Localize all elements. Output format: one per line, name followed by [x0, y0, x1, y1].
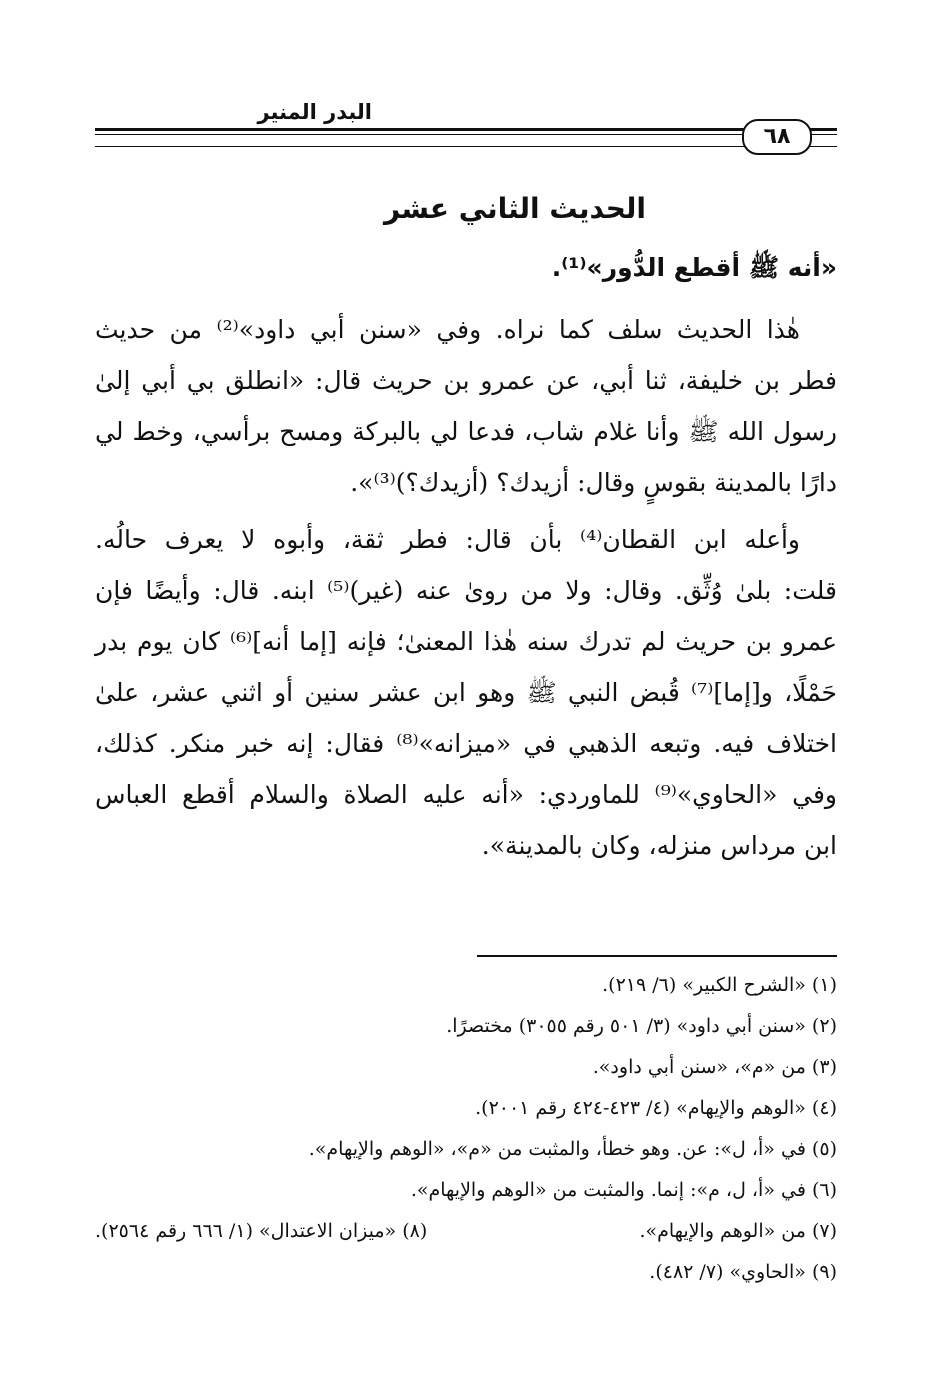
paragraph-line: ابن مرداس منزله، وكان بالمدينة».	[481, 831, 837, 860]
paragraph-line: هٰذا الحديث سلف كما نراه. وفي «سنن أبي داود»⁽²⁾ من حديث	[95, 315, 800, 344]
footnote-1: (١) «الشرح الكبير» (٦/ ٢١٩).	[602, 974, 837, 996]
hadith-text: «أنه ﷺ أقطع الدُّور»⁽¹⁾.	[551, 253, 837, 282]
paragraph-line: وأعله ابن القطان⁽⁴⁾ بأن قال: فطر ثقة، وأبوه لا يعرف حالُه.	[95, 525, 801, 554]
footnote-separator	[477, 955, 837, 957]
page-number: ٦٨	[742, 119, 812, 155]
paragraph-line: رسول الله ﷺ وأنا غلام شاب، فدعا لي بالبركة ومسح برأسي، وخط لي	[95, 417, 837, 446]
header-rule-thin	[95, 134, 837, 135]
paragraph-line: وفي «الحاوي»⁽⁹⁾ للماوردي: «أنه عليه الصلاة والسلام أقطع العباس	[95, 780, 837, 809]
running-title: البدر المنير	[257, 100, 372, 124]
footnote-6: (٦) في «أ، ل، م»: إنما. والمثبت من «الوهم والإيهام».	[410, 1179, 837, 1201]
paragraph-line: فطر بن خليفة، ثنا أبي، عن عمرو بن حريث قال: «انطلق بي أبي إلىٰ	[95, 366, 837, 395]
header-rule-thin-lower	[95, 146, 837, 147]
footnote-5: (٥) في «أ، ل»: عن. وهو خطأ، والمثبت من «م»، «الوهم والإيهام».	[308, 1138, 837, 1160]
paragraph-line: حَمْلًا، و[إما]⁽⁷⁾ قُبض النبي ﷺ وهو ابن عشر سنين أو اثني عشر، علىٰ	[95, 678, 838, 707]
section-heading: الحديث الثاني عشر	[383, 192, 647, 225]
footnote-7: (٧) من «الوهم والإيهام».	[639, 1220, 837, 1242]
paragraph-line: دارًا بالمدينة بقوسٍ وقال: أزيدك؟ (أزيدك؟)⁽³⁾».	[350, 468, 837, 497]
footnote-2: (٢) «سنن أبي داود» (٣/ ٥٠١ رقم ٣٠٥٥) مختصرًا.	[446, 1015, 837, 1037]
paragraph-line: قلت: بلىٰ وُثِّق. وقال: ولا من روىٰ عنه (غير)⁽⁵⁾ ابنه. قال: وأيضًا فإن	[95, 576, 837, 605]
footnote-8: (٨) «ميزان الاعتدال» (١/ ٦٦٦ رقم ٢٥٦٤).	[95, 1220, 428, 1242]
paragraph-line: عمرو بن حريث لم تدرك سنه هٰذا المعنىٰ؛ فإنه [إما أنه]⁽⁶⁾ كان يوم بدر	[95, 627, 837, 656]
header-rule	[95, 128, 837, 131]
footnote-4: (٤) «الوهم والإيهام» (٤/ ٤٢٣-٤٢٤ رقم ٢٠٠١).	[475, 1097, 837, 1119]
footnote-9: (٩) «الحاوي» (٧/ ٤٨٢).	[649, 1261, 837, 1283]
paragraph-line: اختلاف فيه. وتبعه الذهبي في «ميزانه»⁽⁸⁾ فقال: إنه خبر منكر. كذلك،	[95, 729, 837, 758]
footnote-3: (٣) من «م»، «سنن أبي داود».	[592, 1056, 837, 1078]
